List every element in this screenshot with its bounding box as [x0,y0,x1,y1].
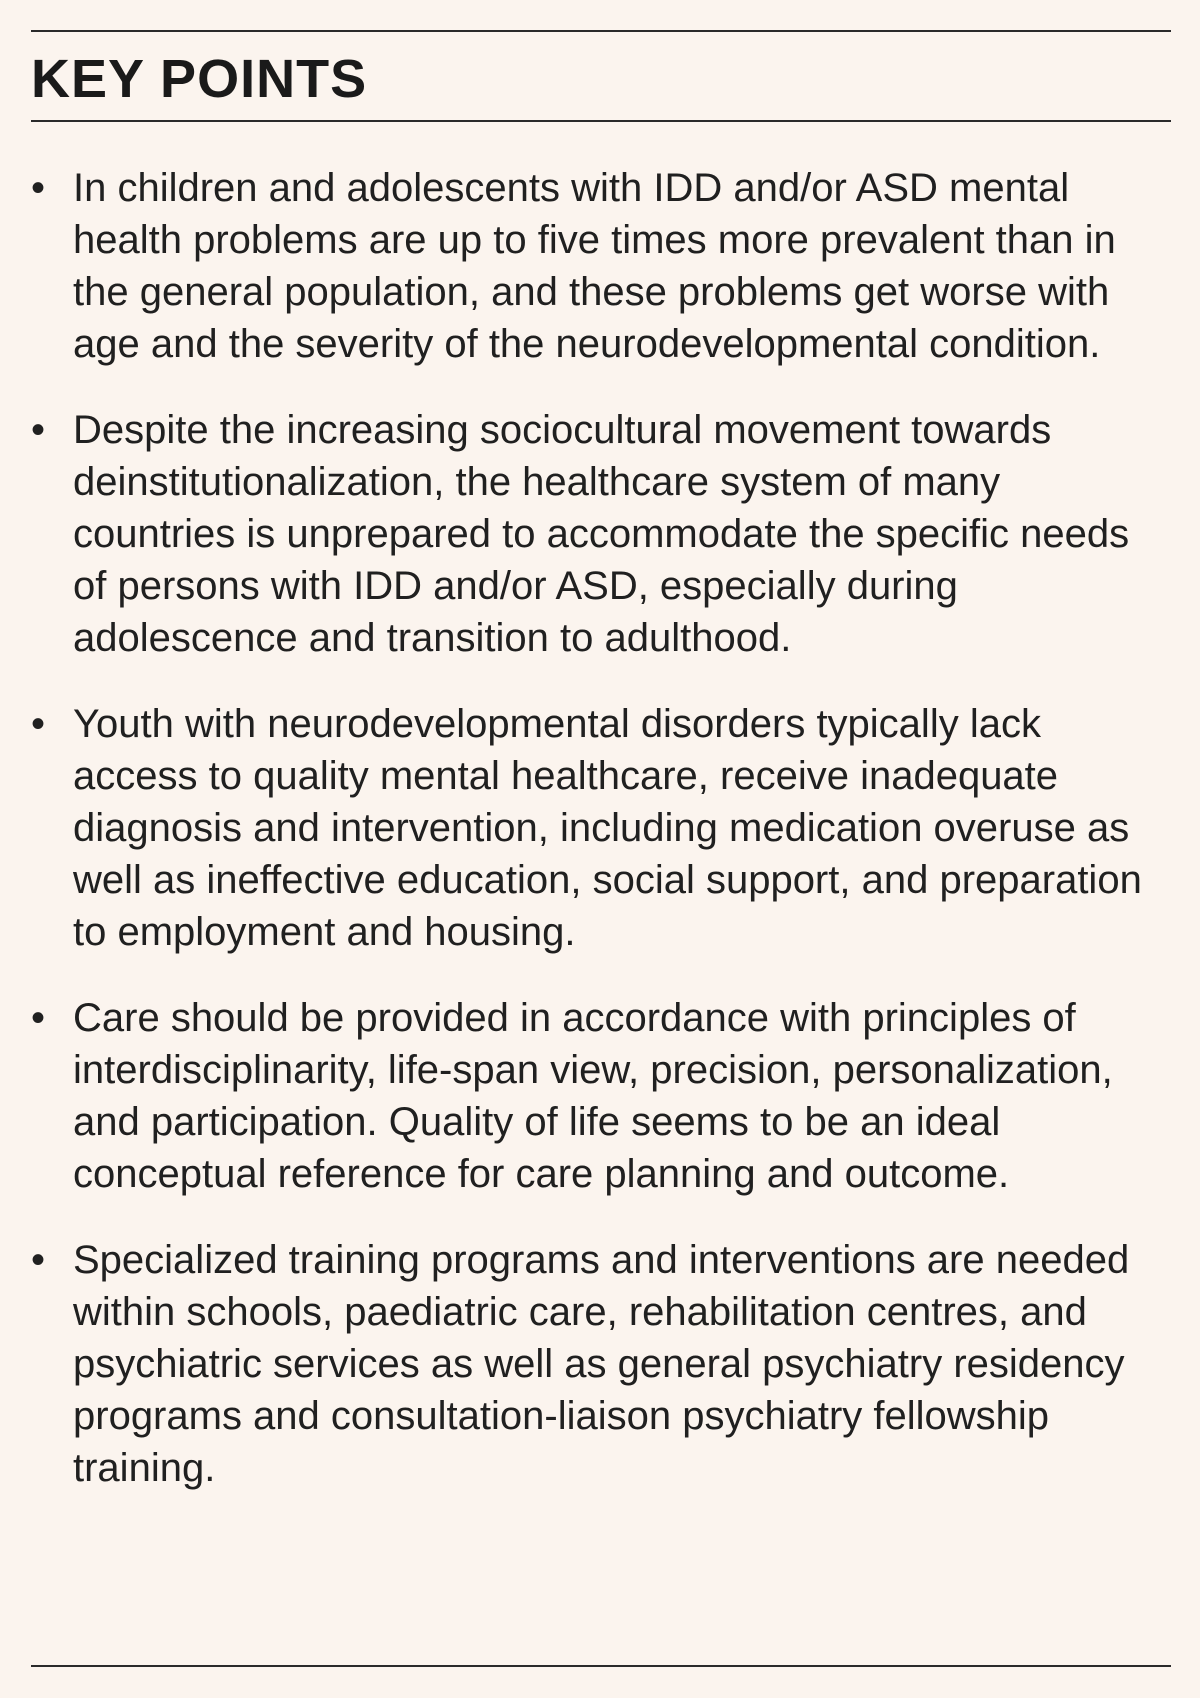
key-point-text: In children and adolescents with IDD and/or ASD mental health problems are up to five times more prevalent than in the general population, and these problems get worse with age and the severity of the neurodevelopmental condition. [73,166,1116,366]
key-point-text: Youth with neurodevelopmental disorders typically lack access to quality mental healthcare, receive inadequate diagnosis and intervention, including medication overuse as well as ineffective education, social support, and preparation to employment and housing. [73,702,1142,954]
key-point-item [31,404,1171,664]
bullet-icon: • [31,996,46,1040]
bullet-icon: • [31,702,46,746]
key-point-item [31,162,1171,370]
key-point-text: Despite the increasing sociocultural movement towards deinstitutionalization, the healthcare system of many countries is unprepared to accommodate the specific needs of persons with IDD and/or ASD, especially during adolescence and transition to adulthood. [73,408,1130,660]
bottom-rule [31,1665,1171,1667]
key-points-box [31,30,1171,1662]
key-point-item [31,698,1171,958]
top-rule [31,30,1171,32]
bullet-icon: • [31,166,46,210]
bullet-icon: • [31,408,46,452]
key-point-text: Specialized training programs and interventions are needed within schools, paediatric care, rehabilitation centres, and psychiatric services as well as general psychiatry residency programs and consultation-liaison psychiatry fellowship training. [73,1238,1130,1490]
bullet-icon: • [31,1238,46,1282]
key-points-list [31,122,1171,1662]
key-points-heading: KEY POINTS [31,49,368,109]
key-point-text: Care should be provided in accordance with principles of interdisciplinarity, life-span view, precision, personalization, and participation. Quality of life seems to be an ideal conceptual reference for care planning and outcome. [73,996,1113,1196]
key-point-item [31,992,1171,1200]
key-point-item [31,1234,1171,1494]
